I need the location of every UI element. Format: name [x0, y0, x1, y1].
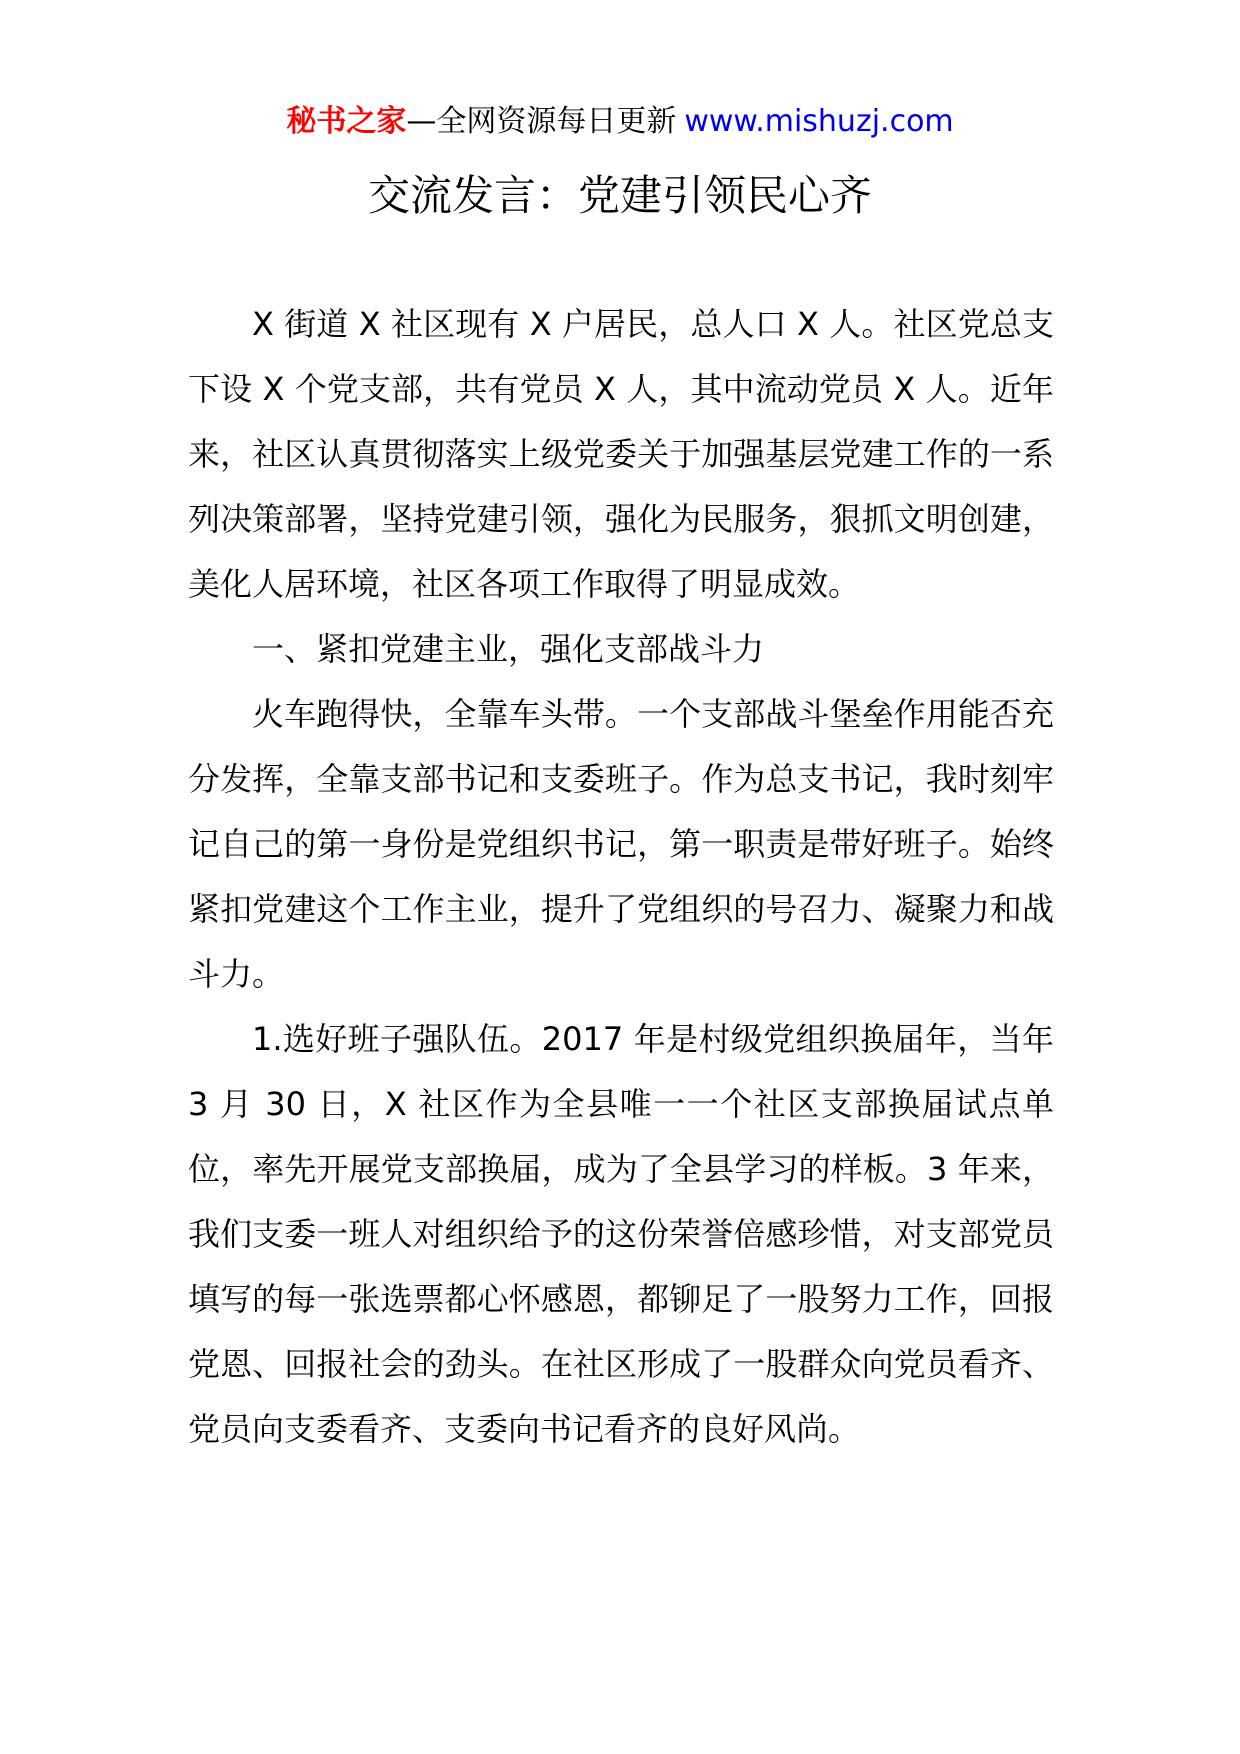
section-heading: 一、紧扣党建主业，强化支部战斗力: [252, 630, 765, 668]
document-body: [188, 292, 1054, 1462]
paragraph-intro: X 街道 X 社区现有 X 户居民，总人口 X 人。社区党总支下设 X 个党支部，共有党员 X 人，其中流动党员 X 人。近年来，社区认真贯彻落实上级党委关于加强基层党建工作的一系列决策部署，坚持党建引领，强化为民服务，狠抓文明创建，美化人居环境，社区各项工作取得了明显成效。: [188, 305, 1054, 603]
header-tagline: —全网资源每日更新: [406, 104, 677, 139]
site-header: [0, 100, 1240, 144]
document-title: 交流发言：党建引领民心齐: [367, 171, 872, 220]
paragraph-item-1: 1.选好班子强队伍。2017 年是村级党组织换届年，当年 3 月 30 日，X 社区作为全县唯一一个社区支部换届试点单位，率先开展党支部换届，成为了全县学习的样板。3 年来，我们支委一班人对组织给予的这份荣誉倍感珍惜，对支部党员填写的每一张选票都心怀感恩，都铆足了一股努力工作，回报党恩、回报社会的劲头。在社区形成了一股群众向党员看齐、党员向支委看齐、支委向书记看齐的良好风尚。: [188, 1020, 1054, 1448]
brand-name: 秘书之家: [286, 104, 407, 139]
paragraph-section-intro: 火车跑得快，全靠车头带。一个支部战斗堡垒作用能否充分发挥，全靠支部书记和支委班子。作为总支书记，我时刻牢记自己的第一身份是党组织书记，第一职责是带好班子。始终紧扣党建这个工作主业，提升了党组织的号召力、凝聚力和战斗力。: [188, 695, 1054, 993]
site-url-link[interactable]: www.mishuzj.com: [684, 104, 954, 139]
